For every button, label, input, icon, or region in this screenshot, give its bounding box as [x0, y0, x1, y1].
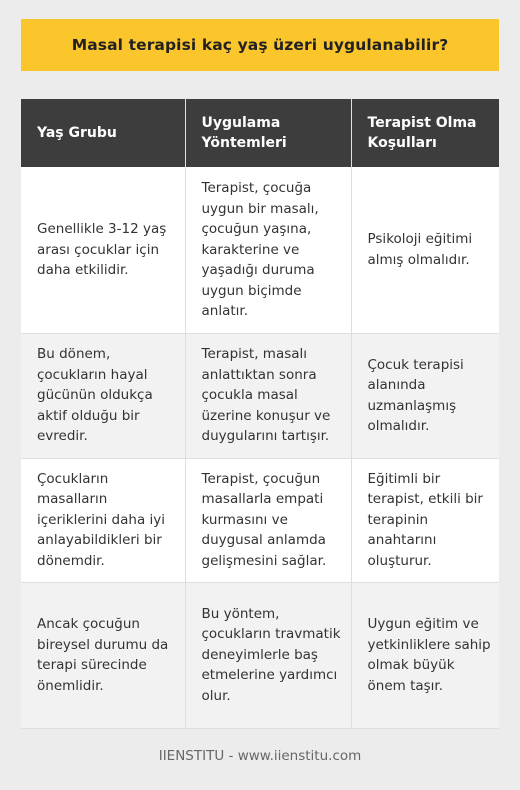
table-row [21, 458, 499, 582]
header-age-group: Yaş Grubu [21, 99, 185, 167]
header-methods: Uygulama Yöntemleri [185, 99, 351, 167]
page-title: Masal terapisi kaç yaş üzeri uygulanabilir? [71, 36, 449, 54]
table-cell: Çocuk terapisi alanında uzmanlaşmış olmalıdır. [351, 333, 499, 458]
table-header-row [21, 99, 499, 167]
table-row [21, 582, 499, 728]
table-cell: Terapist, çocuğun masallarla empati kurmasını ve duygusal anlamda gelişmesini sağlar. [185, 458, 351, 582]
table-cell: Ancak çocuğun bireysel durumu da terapi sürecinde önemlidir. [21, 582, 185, 728]
info-table [21, 99, 499, 729]
table-row [21, 333, 499, 458]
table-cell: Terapist, masalı anlattıktan sonra çocukla masal üzerine konuşur ve duygularını tartışır. [185, 333, 351, 458]
header-therapist-conditions: Terapist Olma Koşulları [351, 99, 499, 167]
footer-credit: IIENSTITU - www.iienstitu.com [158, 748, 362, 764]
title-banner [21, 19, 499, 71]
table-cell: Bu yöntem, çocukların travmatik deneyimlerle baş etmelerine yardımcı olur. [185, 582, 351, 728]
table-cell: Bu dönem, çocukların hayal gücünün oldukça aktif olduğu bir evredir. [21, 333, 185, 458]
table-cell: Psikoloji eğitimi almış olmalıdır. [351, 167, 499, 333]
table-cell: Çocukların masalların içeriklerini daha iyi anlayabildikleri bir dönemdir. [21, 458, 185, 582]
table-cell: Eğitimli bir terapist, etkili bir terapinin anahtarını oluşturur. [351, 458, 499, 582]
table-cell: Genellikle 3-12 yaş arası çocuklar için daha etkilidir. [21, 167, 185, 333]
table-cell: Terapist, çocuğa uygun bir masalı, çocuğun yaşına, karakterine ve yaşadığı duruma uygun biçimde anlatır. [185, 167, 351, 333]
table-cell: Uygun eğitim ve yetkinliklere sahip olmak büyük önem taşır. [351, 582, 499, 728]
table-row [21, 167, 499, 333]
